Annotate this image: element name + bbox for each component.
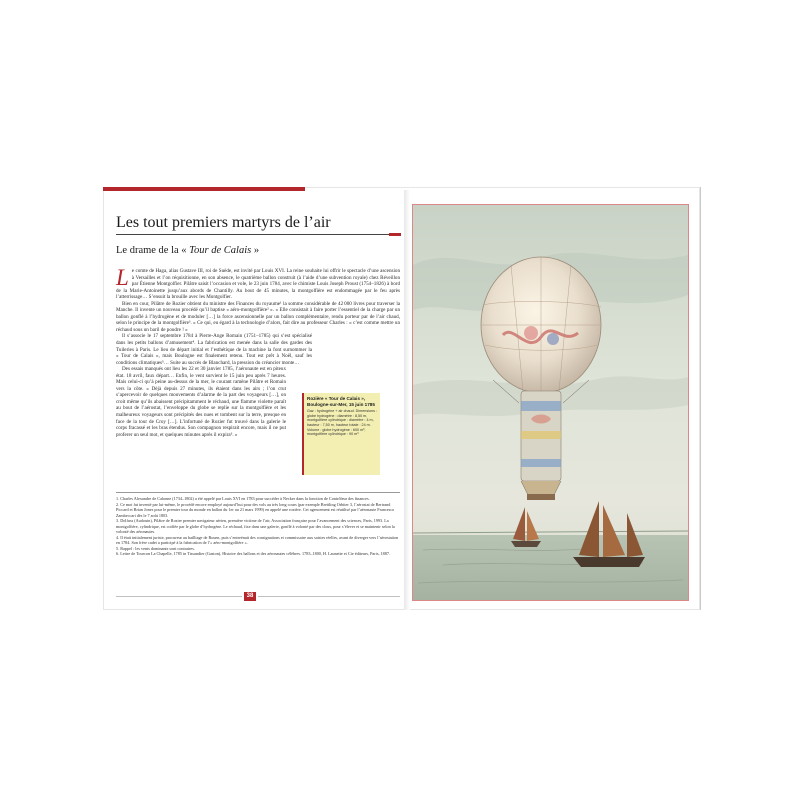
footnote-6: 6. Lettre de Tourcon La Chapelle, 1785 in Tissandier (Gaston), Histoire des ballons et des aéronautes célèbres. 1783–1800, H. Launette et Cie éditeurs, Paris, 1887.	[116, 551, 390, 556]
book-gutter	[404, 190, 410, 610]
page-number: 38	[244, 592, 256, 601]
paragraph-3: Il s’associe le 17 septembre 1784 à Pierre-Ange Romain (1751–1785) qui s’est spécialisé dans les petits ballons d’amusement⁴. La fabrication est menée dans la salle des gardes des Tuileries à Paris. Le lieu de départ initial et l’esthétique de la machine la font surnommer la « Tour de Calais », mais Boulogne est finalement retenu. Tout est prêt à Noël, sauf les conditions climatiques⁵… Suite au succès de Blanchard, la pression du créancier monte…	[116, 333, 312, 366]
watercolor-svg	[413, 205, 688, 600]
title-rule-accent	[389, 233, 401, 236]
drop-cap: L	[116, 265, 129, 290]
subtitle-suffix: »	[251, 245, 260, 256]
footer-rule-left	[116, 596, 242, 597]
title-rule	[116, 234, 389, 235]
footnote-3: 3. Dolfuss (Audouin), Pilâtre de Rozier premier navigateur aérien, première victime de l’air, Association française pour l’avancement des sciences, Paris, 1993. La montgolfière, cylindrique, est coiffée par le globe d’hydrogène. Le réchaud, fixe dans une galerie, gonflé à volonté par des clous, pour s’élever et se maintenir selon la volonté des aéronautes.	[116, 518, 395, 534]
paragraph-1	[116, 265, 400, 301]
paragraph-4: Des essais manqués ont lieu les 22 et 30 janvier 1785, l’aéronaute est en piteux état. 18 avril, faux départ… Enfin, le vent survient le 15 juin peu après 7 heures. Mais celui-ci qu’à peine au-dessus de la mer, le courant ramène Pilâtre et Romain vers la côte. « Déjà depuis 27 minutes, ils étaient dans les airs ; l’on crut s’apercevoir de quelques mouvements d’alarme de la part des voyageurs […], on croit même qu’ils abaissent précipitamment le réchaud, une flamme violette paraît au bout de l’aérostat, l’enveloppe du globe se replie sur la montgolfière et les malheureux voyageurs sont précipités des nues et tombent sur la terre, presque en face de la tour de Croy […]. L’infortuné de Rozier fut trouvé dans la galerie le corps fracassé et les bras étendus. Son compagnon respirait encore, mais il ne put proferer un seul mot, et quelques minutes après il expira⁶. »	[116, 366, 286, 438]
paragraph-1-text: e comte de Haga, alias Gustave III, roi de Suède, est invité par Louis XVI. La reine souhaite lui offrir le spectacle d’une ascension à Versailles et l’on réquisitionne, en son absence, le quatrième ballon construit (à l’aide d’une subvention royale) chez Réveillon par Étienne Montgolfier. Pilâtre saisit l’occasion et vole, le 23 juin 1784, avec le chimiste Louis Joseph Proust (1754–1826) à bord de la Marie-Antoinette jusqu’aux abords de Chantilly. Au bout de 45 minutes, la montgolfière est endommagée par le feu après l’atterrissage… S’ensuit la brouille avec les Montgolfier.	[116, 268, 400, 301]
footnote-2: 2. Ce mot fut inventé par lui-même, le procédé encore employé aujourd’hui pour des vols au très long cours (par exemple Breitling Orbiter 3, l’aérostat de Bertrand Piccard et Brian Jones pour le premier tour du monde en ballon du 1er au 21 mars 1999) en appelé une rozière. Cet agencement est réutilisé par l’aéronaute Francesco Zambeccari dès le 7 août 1803.	[116, 501, 395, 518]
page-footer	[116, 592, 400, 602]
balloon-watercolor-illustration	[412, 204, 689, 601]
paragraph-2: Bien en cour, Pilâtre de Rozier obtient du ministre des Finances du royaume¹ la somme considérable de 42 000 livres pour traverser la Manche. Il invente un nouveau procédé qu’il baptise « aéro-montgolfière² ». « Elle consistait à faire porter l’essentiel de la charge par un ballon gonflé à l’hydrogène et de moduler […] la force ascensionnelle par un ballon complémentaire, rendu porteur par de l’air chaud, selon le principe de la montgolfière³. » Ce qui, eu égard à la technologie d’alors, fait dire au professeur Charles : « c’est comme mettre un réchaud sous un baril de poudre ! »	[116, 300, 400, 333]
caption-title: Rozière « Tour de Calais », Boulogne-sur-Mer, 15 juin 1785	[307, 396, 375, 407]
illustration-caption-box	[302, 393, 380, 475]
footnotes	[116, 492, 400, 557]
footnote-1: 1. Charles Alexandre de Calonne (1734–1802) a été appelé par Louis XVI en 1783 pour succéder à Necker dans la fonction de Contrôleur des finances.	[116, 496, 370, 501]
footnote-4: 4. Il était initialement juriste, procureur au bailliage de Rouen, puis s’entreénait des consignations et commissaire aux saisies réelles, avant de diverger vers l’aérostation en 1784. Son frère cadet a participé à la fabrication de l’« aéro-montgolfière ».	[116, 534, 399, 545]
footer-rule-right	[258, 596, 400, 597]
subtitle-prefix: Le drame de la «	[116, 245, 190, 256]
footnote-5: 5. Rappel : les vents dominants sont contraires.	[116, 545, 195, 551]
page-title: Les tout premiers martyrs de l’air	[116, 214, 331, 231]
section-subtitle	[116, 245, 259, 256]
caption-text: Gaz : hydrogène + air chaud. Dimensions : globe hydrogène : diamètre : 8,50 m, montgolfière cylindrique : diamètre : 4 m, hauteur : 7,50 m, hauteur totale : 24 m. Volume : globe hydrogène : 600 m³, montgolfière cylindrique : 90 m³	[307, 409, 377, 437]
sea	[413, 535, 688, 600]
top-accent-bar-overlay	[103, 187, 305, 191]
subtitle-emphasis: Tour de Calais	[189, 245, 252, 256]
